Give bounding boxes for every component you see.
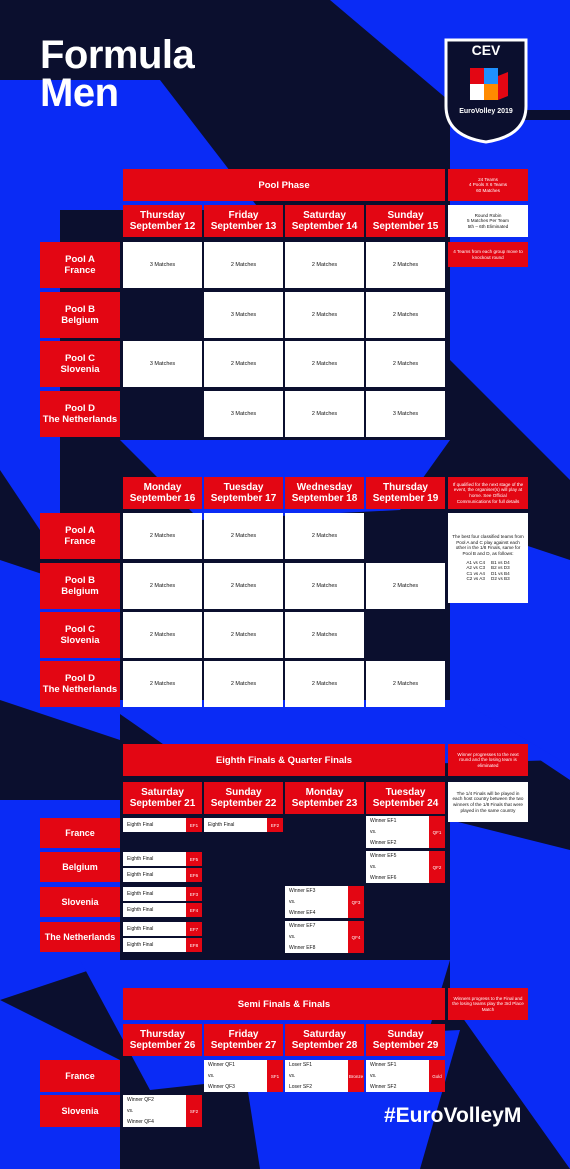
day-date: September 13: [210, 221, 277, 232]
quarter-final-note: The 1/4 Finals will be played in each host country between the two winners of the 1/8 Finals that were played in the same country: [448, 782, 528, 822]
pool-label: [40, 513, 120, 559]
match-cell: 2 Matches: [366, 292, 445, 338]
match-cell: 2 Matches: [366, 661, 445, 707]
eighth-final-box: [123, 852, 202, 866]
pool-host: Belgium: [61, 586, 99, 597]
match-cell: 2 Matches: [285, 341, 364, 387]
eighth-final-label: Eighth Final: [127, 822, 154, 828]
eighth-final-label: Eighth Final: [127, 872, 154, 878]
pool-name: Pool C: [64, 624, 96, 635]
match-cell: 2 Matches: [123, 513, 202, 559]
day-header: [204, 205, 283, 237]
match-cell: 2 Matches: [285, 391, 364, 437]
eighth-final-box: [123, 903, 202, 917]
day-name: Friday: [228, 210, 259, 221]
cev-logo: [440, 36, 532, 146]
day-header: [285, 1024, 364, 1056]
pool-label: [40, 242, 120, 288]
match-line-1: Winner EF1: [370, 818, 397, 825]
pool-name: Pool D: [64, 403, 96, 414]
match-line-2: Winner QF3: [208, 1083, 235, 1090]
day-header: [123, 205, 202, 237]
match-vs: vs.: [289, 898, 296, 905]
match-line-2: Winner EF6: [370, 874, 397, 881]
day-header: [123, 782, 202, 814]
day-name: Tuesday: [223, 482, 264, 493]
eighth-final-label: Eighth Final: [127, 926, 154, 932]
match-tag: SF1: [267, 1060, 283, 1092]
pool-name: Pool B: [64, 575, 96, 586]
day-date: September 17: [210, 493, 277, 504]
pool-host: Slovenia: [60, 635, 100, 646]
day-header: [123, 477, 202, 509]
match-line-2: Winner QF4: [127, 1118, 154, 1125]
match-line-1: Winner QF1: [208, 1062, 235, 1069]
match-cell: 2 Matches: [285, 612, 364, 658]
match-cell: 2 Matches: [123, 612, 202, 658]
pool-host: Slovenia: [60, 364, 100, 375]
day-name: Thursday: [139, 210, 185, 221]
match-box: [204, 1060, 283, 1092]
eighth-final-box: [204, 818, 283, 832]
day-name: Tuesday: [385, 787, 426, 798]
eighth-final-label: Eighth Final: [127, 907, 154, 913]
eighth-final-label: Eighth Final: [127, 891, 154, 897]
eighth-final-label: Eighth Final: [127, 942, 154, 948]
match-line-2: Winner EF4: [289, 909, 316, 916]
match-cell: 2 Matches: [366, 563, 445, 609]
logo-text-cev: CEV: [471, 42, 501, 58]
match-line-1: Winner EF7: [289, 923, 316, 930]
day-date: September 15: [372, 221, 439, 232]
eighth-quarter-header: Eighth Finals & Quarter Finals: [123, 744, 445, 776]
match-vs: vs.: [370, 828, 377, 835]
day-header: [285, 782, 364, 814]
day-date: September 29: [372, 1040, 439, 1051]
match-tag: QF2: [429, 851, 445, 883]
pool-name: Pool A: [65, 254, 95, 265]
day-header: [204, 477, 283, 509]
title-line-2: Men: [40, 71, 119, 115]
eighth-final-tag: EF1: [186, 818, 202, 832]
eighth-final-pairing-note: The best four classified teams from Pool A and C play against each other in the 1/8 Finals, same for Pool B and D, as follows: A1 vs C4 B1 vs D4 A2 vs C3 B2 vs D3 C1 vs A4 D1 vs B4 C2 vs A3 D2 vs B3: [448, 513, 528, 603]
day-name: Sunday: [225, 787, 262, 798]
team-label: The Netherlands: [40, 922, 120, 952]
day-header: [366, 1024, 445, 1056]
match-line-1: Winner EF5: [370, 853, 397, 860]
pool-host: France: [64, 265, 96, 276]
day-date: September 22: [210, 798, 277, 809]
pool-host: The Netherlands: [42, 414, 118, 425]
day-header: [285, 205, 364, 237]
day-header: [366, 477, 445, 509]
day-header: [366, 782, 445, 814]
pool-name: Pool B: [64, 304, 96, 315]
pool-name: Pool C: [64, 353, 96, 364]
match-cell: 2 Matches: [285, 513, 364, 559]
match-cell: 2 Matches: [204, 242, 283, 288]
match-line-2: Winner EF2: [370, 839, 397, 846]
hashtag: #EuroVolleyM: [384, 1104, 522, 1127]
pool-phase-info: 24 Teams 4 Pools X 6 Teams 60 Matches: [448, 169, 528, 201]
page-title: [40, 33, 195, 115]
day-date: September 27: [210, 1040, 277, 1051]
day-name: Friday: [228, 1029, 259, 1040]
team-label: Belgium: [40, 852, 120, 882]
match-cell: 2 Matches: [123, 563, 202, 609]
day-name: Sunday: [387, 1029, 424, 1040]
match-cell: 2 Matches: [123, 661, 202, 707]
round-robin-info: Round Robin 5 Matches Per Team 5th – 6th Eliminated: [448, 205, 528, 237]
team-label: France: [40, 1060, 120, 1092]
pool-label: [40, 341, 120, 387]
title-line-1: Formula: [40, 33, 195, 77]
eighth-final-label: Eighth Final: [127, 856, 154, 862]
eighth-final-box: [123, 868, 202, 882]
eighth-final-tag: EF8: [186, 938, 202, 952]
pool-phase-header: Pool Phase: [123, 169, 445, 201]
eighth-final-tag: EF2: [267, 818, 283, 832]
match-box: [285, 886, 364, 918]
match-line-2: Winner SF2: [370, 1083, 397, 1090]
eighth-final-box: [123, 938, 202, 952]
day-date: September 23: [291, 798, 358, 809]
eighth-info: Winner progresses to the next round and the losing team is eliminated: [448, 744, 528, 776]
match-line-1: Winner SF1: [370, 1062, 397, 1069]
match-line-2: Winner EF8: [289, 944, 316, 951]
pool-label: [40, 563, 120, 609]
match-vs: vs.: [370, 1072, 377, 1079]
match-box: [366, 851, 445, 883]
knockout-info: 4 Teams from each group move to knockout round: [448, 242, 528, 267]
eighth-final-box: [123, 887, 202, 901]
match-cell: 3 Matches: [123, 341, 202, 387]
match-tag: SF2: [186, 1095, 202, 1127]
day-name: Saturday: [141, 787, 184, 798]
match-line-2: Loser SF2: [289, 1083, 313, 1090]
match-cell: 2 Matches: [204, 513, 283, 559]
semi-finals-header: Semi Finals & Finals: [123, 988, 445, 1020]
match-vs: vs.: [370, 863, 377, 870]
pool-label: [40, 612, 120, 658]
match-tag: QF1: [429, 816, 445, 848]
match-line-1: Winner QF2: [127, 1097, 154, 1104]
match-box: [366, 816, 445, 848]
day-date: September 16: [129, 493, 196, 504]
day-header: [204, 782, 283, 814]
match-cell: 3 Matches: [366, 391, 445, 437]
match-vs: vs.: [289, 1072, 296, 1079]
eighth-final-tag: EF7: [186, 922, 202, 936]
day-name: Monday: [143, 482, 182, 493]
match-tag: QF4: [348, 921, 364, 953]
match-tag: Gold: [429, 1060, 445, 1092]
logo-text-eurovolley: EuroVolley 2019: [459, 108, 513, 115]
match-cell: 2 Matches: [366, 341, 445, 387]
match-cell: 3 Matches: [123, 242, 202, 288]
pool-label: [40, 391, 120, 437]
match-cell: 2 Matches: [366, 242, 445, 288]
match-cell: 2 Matches: [285, 563, 364, 609]
day-name: Thursday: [139, 1029, 185, 1040]
match-cell: 2 Matches: [285, 242, 364, 288]
match-vs: vs.: [289, 933, 296, 940]
day-name: Saturday: [303, 210, 346, 221]
team-label: Slovenia: [40, 887, 120, 917]
match-tag: Bronze: [348, 1060, 364, 1092]
match-line-1: Winner EF3: [289, 888, 316, 895]
match-cell: 2 Matches: [204, 563, 283, 609]
day-name: Wednesday: [296, 482, 353, 493]
match-cell: 2 Matches: [285, 292, 364, 338]
team-label: Slovenia: [40, 1095, 120, 1127]
day-header: [366, 205, 445, 237]
match-cell: 2 Matches: [204, 341, 283, 387]
match-cell: 2 Matches: [285, 661, 364, 707]
match-line-1: Loser SF1: [289, 1062, 313, 1069]
eighth-final-tag: EF5: [186, 852, 202, 866]
eighth-final-tag: EF3: [186, 887, 202, 901]
pool-host: France: [64, 536, 96, 547]
match-cell: 3 Matches: [204, 391, 283, 437]
day-name: Thursday: [382, 482, 428, 493]
match-box: [123, 1095, 202, 1127]
day-date: September 26: [129, 1040, 196, 1051]
eighth-final-label: Eighth Final: [208, 822, 235, 828]
match-vs: vs.: [208, 1072, 215, 1079]
team-label: France: [40, 818, 120, 848]
day-header: [123, 1024, 202, 1056]
pool-label: [40, 292, 120, 338]
pool-host: The Netherlands: [42, 684, 118, 695]
match-cell: 2 Matches: [204, 612, 283, 658]
day-name: Monday: [305, 787, 344, 798]
day-date: September 28: [291, 1040, 358, 1051]
day-date: September 21: [129, 798, 196, 809]
match-tag: QF3: [348, 886, 364, 918]
day-date: September 24: [372, 798, 439, 809]
match-box: [285, 1060, 364, 1092]
eighth-final-box: [123, 818, 202, 832]
pool-host: Belgium: [61, 315, 99, 326]
pool-name: Pool D: [64, 673, 96, 684]
day-date: September 12: [129, 221, 196, 232]
day-date: September 19: [372, 493, 439, 504]
pool-name: Pool A: [65, 525, 95, 536]
match-cell: 3 Matches: [204, 292, 283, 338]
day-name: Sunday: [387, 210, 424, 221]
match-box: [285, 921, 364, 953]
day-name: Saturday: [303, 1029, 346, 1040]
eighth-final-tag: EF6: [186, 868, 202, 882]
day-date: September 18: [291, 493, 358, 504]
match-box: [366, 1060, 445, 1092]
pool-label: [40, 661, 120, 707]
eighth-final-box: [123, 922, 202, 936]
pairings-list: A1 vs C4 B1 vs D4 A2 vs C3 B2 vs D3 C1 vs A4 D1 vs B4 C2 vs A3 D2 vs B3: [466, 559, 510, 582]
match-cell: 2 Matches: [204, 661, 283, 707]
organiser-note: If qualified for the next stage of the event, the organiser(s) will play at home. See Official Communications for full details: [448, 477, 528, 509]
eighth-final-tag: EF4: [186, 903, 202, 917]
semi-info: Winners progress to the Final and the losing teams play the 3rd Place Match: [448, 988, 528, 1020]
match-vs: vs.: [127, 1107, 134, 1114]
day-header: [204, 1024, 283, 1056]
day-date: September 14: [291, 221, 358, 232]
day-header: [285, 477, 364, 509]
